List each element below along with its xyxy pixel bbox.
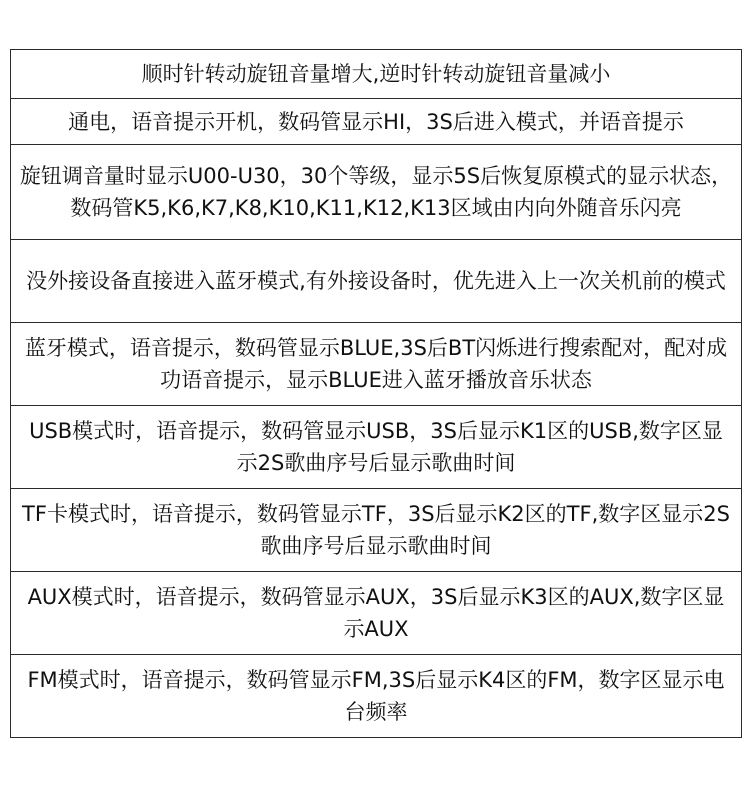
table-row bbox=[11, 99, 742, 145]
table-row bbox=[11, 145, 742, 240]
bluetooth-mode-cell: 蓝牙模式，语音提示，数码管显示BLUE,3S后BT闪烁进行搜索配对，配对成功语音提示，显示BLUE进入蓝牙播放音乐状态 bbox=[11, 323, 742, 406]
fm-mode-cell: FM模式时，语音提示，数码管显示FM,3S后显示K4区的FM，数字区显示电台频率 bbox=[11, 655, 742, 738]
table-row bbox=[11, 655, 742, 738]
table-row bbox=[11, 240, 742, 323]
usb-mode-cell: USB模式时，语音提示，数码管显示USB，3S后显示K1区的USB,数字区显示2S歌曲序号后显示歌曲时间 bbox=[11, 406, 742, 489]
spec-table bbox=[10, 49, 742, 738]
power-on-cell: 通电，语音提示开机，数码管显示HI，3S后进入模式，并语音提示 bbox=[11, 99, 742, 145]
aux-mode-cell: AUX模式时，语音提示，数码管显示AUX，3S后显示K3区的AUX,数字区显示AUX bbox=[11, 572, 742, 655]
volume-knob-cell: 顺时针转动旋钮音量增大,逆时针转动旋钮音量减小 bbox=[11, 50, 742, 99]
tf-card-mode-cell: TF卡模式时，语音提示，数码管显示TF，3S后显示K2区的TF,数字区显示2S歌曲序号后显示歌曲时间 bbox=[11, 489, 742, 572]
table-row bbox=[11, 323, 742, 406]
table-row bbox=[11, 406, 742, 489]
table-row bbox=[11, 572, 742, 655]
default-mode-cell: 没外接设备直接进入蓝牙模式,有外接设备时，优先进入上一次关机前的模式 bbox=[11, 240, 742, 323]
volume-display-cell: 旋钮调音量时显示U00-U30，30个等级，显示5S后恢复原模式的显示状态，数码管K5,K6,K7,K8,K10,K11,K12,K13区域由内向外随音乐闪亮 bbox=[11, 145, 742, 240]
table-row bbox=[11, 50, 742, 99]
table-row bbox=[11, 489, 742, 572]
